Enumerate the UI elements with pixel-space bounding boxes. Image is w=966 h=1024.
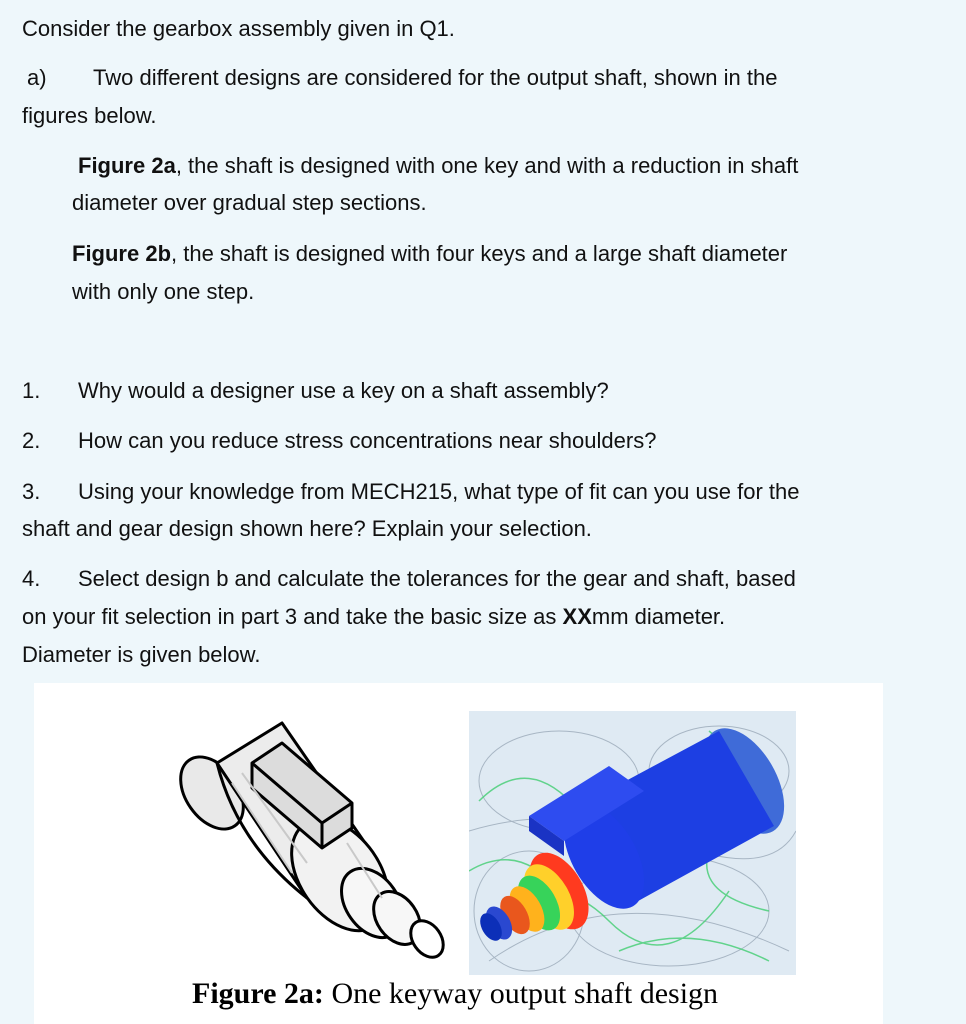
- question-4-line2: on your fit selection in part 3 and take the basic size as XXmm diameter.: [22, 604, 726, 629]
- fig2b-label: Figure 2b: [72, 241, 172, 266]
- question-4-line3: Diameter is given below.: [22, 642, 261, 667]
- question-2: 2. How can you reduce stress concentrations near shoulders?: [22, 428, 657, 453]
- caption-label: Figure 2a:: [192, 977, 324, 1010]
- caption-text: One keyway output shaft design: [323, 977, 719, 1010]
- fig2a-desc-line1: Figure 2a, the shaft is designed with one key and with a reduction in shaft: [78, 153, 799, 178]
- fig2a-desc-line2: diameter over gradual step sections.: [72, 190, 427, 215]
- fig2a-label: Figure 2a: [78, 153, 176, 178]
- intro-text: Consider the gearbox assembly given in Q1.: [22, 16, 455, 41]
- part-a-marker: a): [27, 65, 47, 90]
- fig2b-desc-line2: with only one step.: [72, 279, 255, 304]
- part-a-text: Two different designs are considered for the output shaft, shown in the: [93, 65, 778, 90]
- shaft-drawing-svg: [142, 703, 466, 975]
- part-a-line1: [27, 59, 777, 96]
- fea-stress-plot: [469, 711, 796, 975]
- shaft-line-drawing: [142, 703, 466, 975]
- question-4-line1: 4. Select design b and calculate the tolerances for the gear and shaft, based: [22, 566, 796, 591]
- question-1: 1. Why would a designer use a key on a shaft assembly?: [22, 378, 609, 403]
- figure-caption: [192, 977, 718, 1011]
- fea-plot-svg: [469, 711, 796, 975]
- question-3-line2: shaft and gear design shown here? Explain your selection.: [22, 516, 592, 541]
- part-a-line2: figures below.: [22, 103, 157, 128]
- figure-2a: [34, 683, 883, 1024]
- question-3-line1: 3. Using your knowledge from MECH215, what type of fit can you use for the: [22, 479, 800, 504]
- basic-size-placeholder: XX: [562, 604, 592, 629]
- fig2b-desc-line1: Figure 2b, the shaft is designed with four keys and a large shaft diameter: [72, 241, 788, 266]
